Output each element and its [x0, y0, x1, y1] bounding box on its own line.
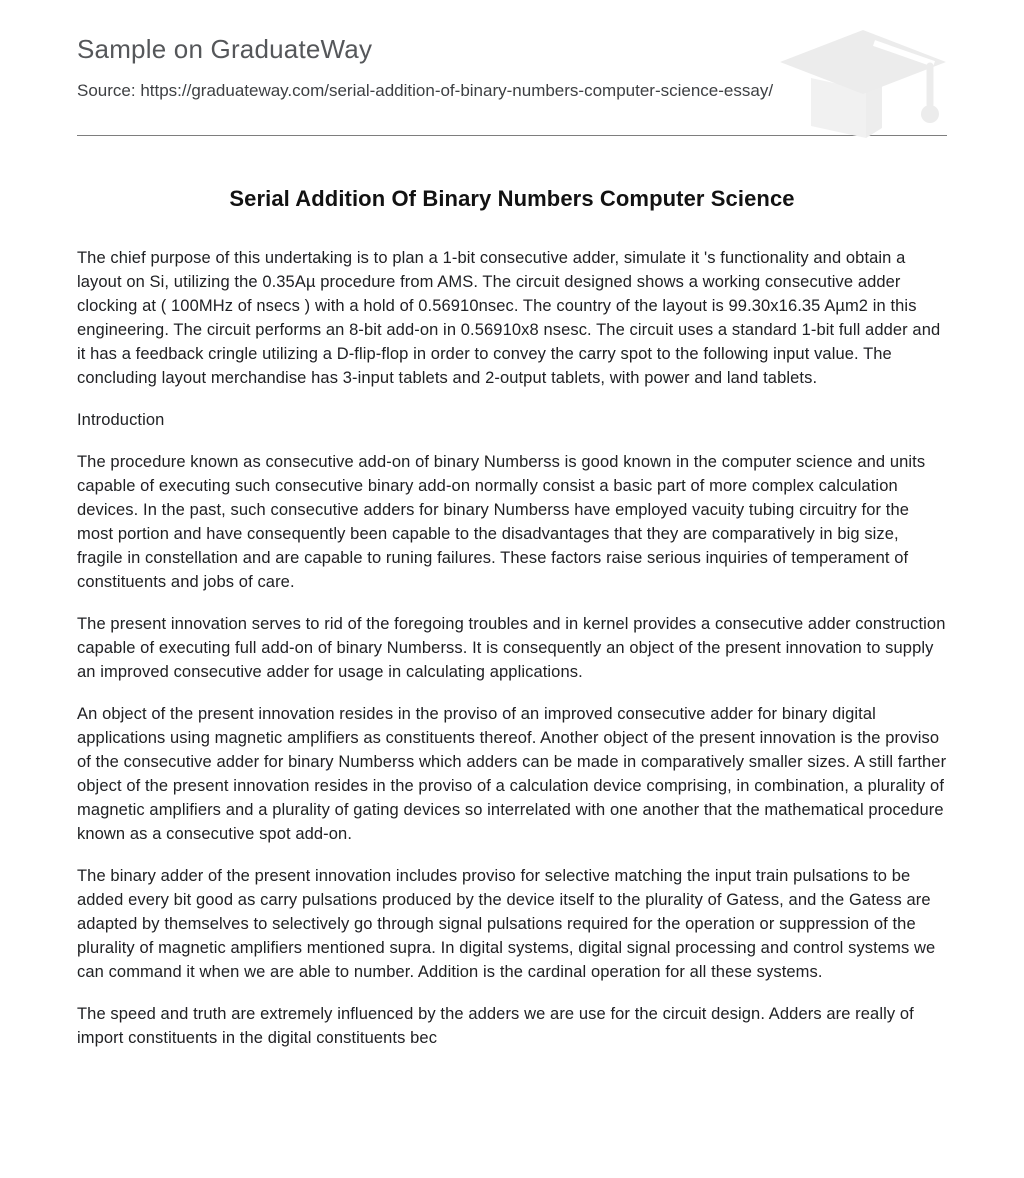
source-url-link[interactable]: https://graduateway.com/serial-addition-of-binary-numbers-computer-science-essay/	[140, 81, 774, 100]
essay-paragraph: The present innovation serves to rid of the foregoing troubles and in kernel provides a consecutive adder construction capable of executing full add-on of binary Numberss. It is consequently an object of the present innovation to supply an improved consecutive adder for usage in calculating applications.	[77, 615, 946, 681]
graduation-cap-icon	[778, 28, 948, 138]
essay-heading-introduction: Introduction	[77, 411, 165, 429]
essay-paragraph: An object of the present innovation resides in the proviso of an improved consecutive adder for binary digital applications using magnetic amplifiers as constituents thereof. Another object of the present innovation is the proviso of the consecutive adder for binary Numberss which adders can be made in comparatively smaller sizes. A still farther object of the present innovation resides in the proviso of a calculation device comprising, in combination, a plurality of magnetic amplifiers and a plurality of gating devices so interrelated with one another that the mathematical procedure known as a consecutive spot add-on.	[77, 705, 947, 843]
source-label: Source:	[77, 81, 141, 100]
brand-title: Sample on GraduateWay	[77, 34, 373, 64]
page-title: Serial Addition Of Binary Numbers Computer Science	[229, 186, 795, 211]
essay-body	[77, 246, 947, 1050]
essay-paragraph-truncated: The speed and truth are extremely influenced by the adders we are use for the circuit design. Adders are really of import constituents in the digital constituents bec	[77, 1005, 914, 1047]
essay-paragraph: The procedure known as consecutive add-on of binary Numberss is good known in the computer science and units capable of executing such consecutive binary add-on normally consist a basic part of more complex calculation devices. In the past, such consecutive adders for binary Numberss have employed vacuity tubing circuitry for the most portion and have consequently been capable to the disadvantages that they are comparatively in big size, fragile in constellation and are capable to runing failures. These factors raise serious inquiries of temperament of constituents and jobs of care.	[77, 453, 926, 591]
source-block	[77, 80, 777, 101]
essay-paragraph-abstract: The chief purpose of this undertaking is to plan a 1-bit consecutive adder, simulate it 's functionality and obtain a layout on Si, utilizing the 0.35Aµ procedure from AMS. The circuit designed shows a working consecutive adder clocking at ( 100MHz of nsecs ) with a hold of 0.56910nsec. The country of the layout is 99.30x16.35 Aµm2 in this engineering. The circuit performs an 8-bit add-on in 0.56910x8 nsesc. The circuit uses a standard 1-bit full adder and it has a feedback cringle utilizing a D-flip-flop in order to convey the carry spot to the following input value. The concluding layout merchandise has 3-input tablets and 2-output tablets, with power and land tablets.	[77, 249, 941, 387]
essay-paragraph: The binary adder of the present innovation includes proviso for selective matching the input train pulsations to be added every bit good as carry pulsations produced by the device itself to the plurality of Gatess, and the Gatess are adapted by themselves to selectively go through signal pulsations required for the operation or suppression of the plurality of magnetic amplifiers mentioned supra. In digital systems, digital signal processing and control systems we can command it when we are able to number. Addition is the cardinal operation for all these systems.	[77, 867, 936, 981]
